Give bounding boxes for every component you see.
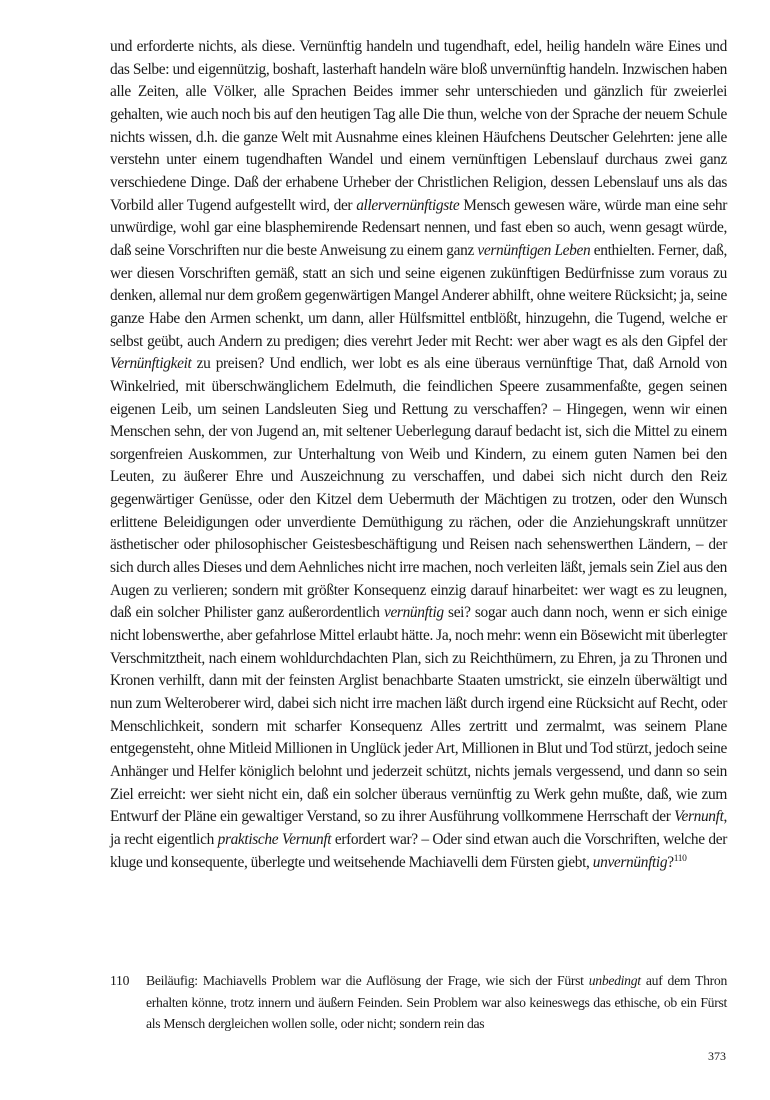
italic-run: unvernünftig — [592, 853, 668, 871]
text-run: auf dem Thron erhalten könne, trotz innern und äußern Feinden. Sein Problem war also keineswegs das ethische, ob ein Fürst als Mensch dergleichen wollen solle, oder nicht; sondern rein das — [146, 973, 727, 1031]
page-number: 373 — [708, 1049, 726, 1063]
page-body — [110, 36, 727, 874]
footnote-reference[interactable]: 110 — [673, 853, 687, 864]
italic-run: vernünftigen Leben — [477, 241, 591, 259]
italic-run: unbedingt — [588, 973, 641, 988]
text-run: sei? sogar auch dann noch, wenn er sich einige nicht lobenswerthe, aber gefahrlose Mittel erlaubt hätte. Ja, noch mehr: wenn ein Bösewicht mit überlegter Verschmitztheit, nach einem wohldurchdachten Plan, sich zu Reichthümern, zu Ehren, ja zu Thronen und Kronen verhilft, dann mit der feinsten Arglist benachbarte Staaten umstrickt, sie einzeln überwältigt und nun zum Welteroberer wird, dabei sich nicht irre machen läßt durch irgend eine Rücksicht auf Recht, oder Menschlichkeit, sondern mit scharfer Konsequenz Alles zertritt und zermalmt, was seinem Plane entgegensteht, ohne Mitleid Millionen in Unglück jeder Art, Millionen in Blut und Tod stürzt, jedoch seine Anhänger und Helfer königlich belohnt und jederzeit schützt, nichts jemals vergessend, und dann so sein Ziel erreicht: wer sieht nicht ein, daß ein solcher überaus vernünftig zu Werk gehn mußte, daß, wie zum Entwurf der Pläne ein gewaltiger Verstand, so zu ihrer Ausführung vollkommene Herrschaft der — [110, 604, 727, 826]
italic-run: Vernünftigkeit — [110, 355, 192, 373]
text-run: zu preisen? Und endlich, wer lobt es als eine überaus vernünftige That, daß Arnold von Winkelried, mit überschwänglichem Edelmuth, die feindlichen Speere zusammenfaßte, gegen seinen eigenen Leib, um seinen Landsleuten Sieg und Rettung zu verschaffen? – Hingegen, wenn wir einen Menschen sehn, der von Jugend an, mit seltener Ueberlegung darauf bedacht ist, sich die Mittel zu einem sorgenfreien Auskommen, zur Unterhaltung von Weib und Kindern, zu einem guten Namen bei den Leuten, zu äußerer Ehre und Auszeichnung zu verschaffen, und dabei sich nicht durch den Reiz gegenwärtiger Genüsse, oder den Kitzel dem Uebermuth der Mächtigen zu trotzen, oder den Wunsch erlittene Beleidigungen oder unverdiente Demüthigung zu rächen, oder die Anziehungskraft unnützer ästhetischer oder philosophischer Geistesbeschäftigung und Reisen nach sehenswerthen Ländern, – der sich durch alles Dieses und dem Aehnliches nicht irre machen, noch verleiten läßt, jemals sein Ziel aus den Augen zu verlieren; sondern mit größter Konsequenz einzig darauf hinarbeitet: wer wagt es zu leugnen, daß ein solcher Philister ganz außerordentlich — [110, 355, 727, 622]
text-run: enthielten. Ferner, daß, wer diesen Vorschriften gemäß, statt an sich und seine eigenen zukünftigen Bedürfnisse zum voraus zu denken, allemal nur dem großem gegenwärtigen Mangel Anderer abhilft, ohne weitere Rücksicht; ja, seine ganze Habe den Armen schenkt, um dann, aller Hülfsmittel entblößt, hinzugehn, die Tugend, welche er selbst geübt, auch Andern zu predigen; dies verehrt Jeder mit Recht: wer aber wagt es als den Gipfel der — [110, 241, 727, 350]
footnote-text — [146, 970, 727, 1035]
text-run: , ja recht eigentlich — [110, 808, 727, 848]
footnote — [110, 970, 727, 1035]
text-run: Beiläufig: Machiavells Problem war die Auflösung der Frage, wie sich der Fürst — [146, 973, 589, 988]
text-run: Mensch gewesen wäre, würde man eine sehr unwürdige, wohl gar eine blasphemirende Redensart nennen, und fast eben so auch, wenn gesagt würde, daß seine Vorschriften nur die beste Anweisung zu einem ganz — [110, 196, 727, 259]
italic-run: praktische Vernunft — [217, 830, 332, 848]
text-run: ? — [667, 853, 674, 871]
text-run: erfordert war? – Oder sind etwan auch die Vorschriften, welche der kluge und konsequente, überlegte und weitsehende Machiavelli dem Fürsten giebt, — [110, 830, 727, 871]
main-paragraph — [110, 36, 727, 874]
text-run: und erforderte nichts, als diese. Vernünftig handeln und tugendhaft, edel, heilig handeln wäre Eines und das Selbe: und eigennützig, boshaft, lasterhaft handeln wäre bloß unvernünftig handeln. Inzwischen haben alle Zeiten, alle Völker, alle Sprachen Beides immer sehr unterschieden und gänzlich für zweierlei gehalten, wie auch noch bis auf den heutigen Tag alle Die thun, welche von der Sprache der neuem Schule nichts wissen, d.h. die ganze Welt mit Ausnahme eines kleinen Häufchens Deutscher Gelehrten: jene alle verstehn unter einem tugendhaften Wandel und einem vernünftigen Lebenslauf durchaus zwei ganz verschiedene Dinge. Daß der erhabene Urheber der Christlichen Religion, dessen Lebenslauf uns als das Vorbild aller Tugend aufgestellt wird, der — [110, 38, 727, 214]
footnote-number: 110 — [110, 973, 130, 988]
italic-run: vernünftig — [383, 604, 444, 622]
italic-run: Vernunft — [674, 808, 724, 826]
italic-run: allervernünftigste — [356, 196, 460, 214]
